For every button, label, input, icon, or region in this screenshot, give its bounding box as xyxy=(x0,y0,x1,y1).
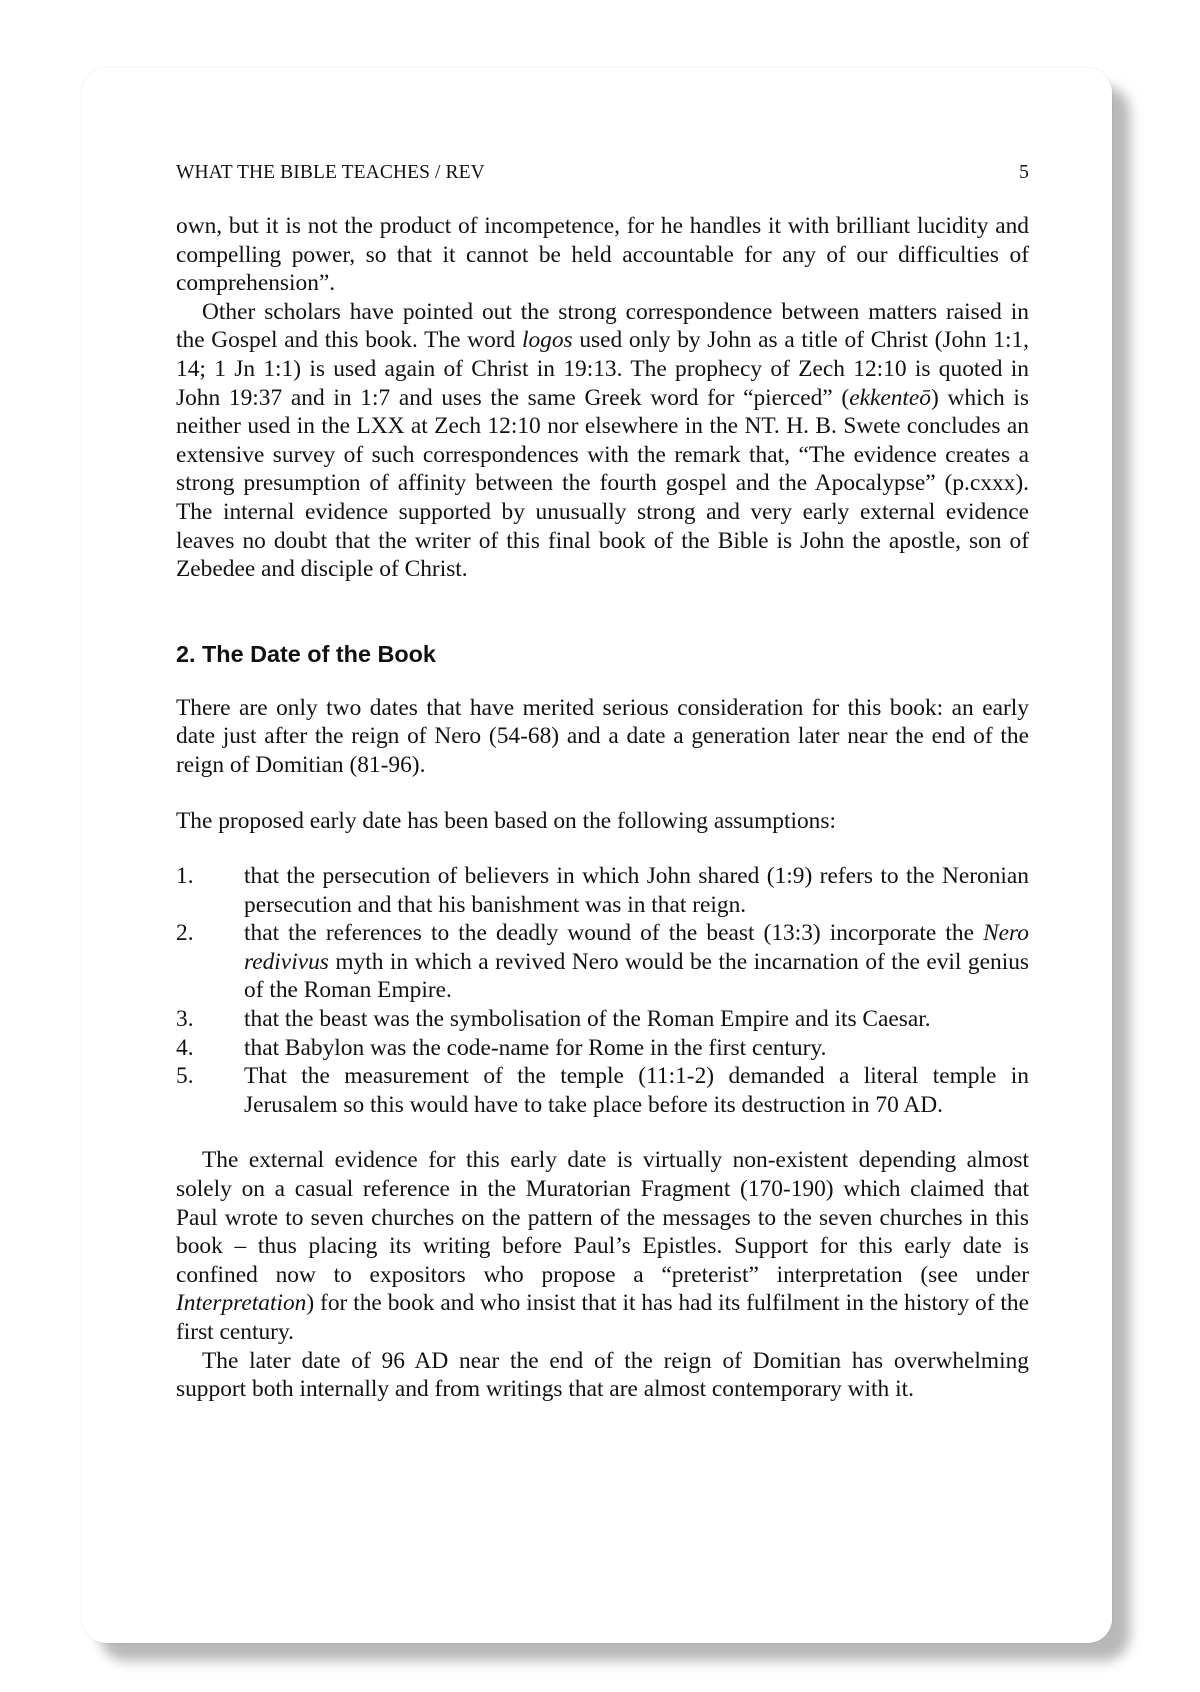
list-text: that the references to the deadly wound of the beast (13:3) incorporate the Nero redivivus myth in which a revived Nero would be the incarnation of the evil genius of the Roman Empire. xyxy=(244,920,1029,1004)
italic-term: logos xyxy=(521,327,573,354)
list-text: That the measurement of the temple (11:1-2) demanded a literal temple in Jerusalem so this would have to take place before its destruction in 70 AD. xyxy=(244,1063,1029,1118)
running-head-title: WHAT THE BIBLE TEACHES / REV xyxy=(176,162,485,183)
list-number: 3. xyxy=(176,1006,194,1033)
italic-term: ekkenteō xyxy=(849,384,932,411)
paragraph-two-dates: There are only two dates that have merited serious consideration for this book: an early date just after the reign of Nero (54-68) and a date a generation later near the end of the reign of Domitian (81-96). xyxy=(176,694,1029,778)
italic-term: Nero redivivus xyxy=(244,920,1029,975)
page-content xyxy=(176,160,1029,1404)
paragraph-continuation: own, but it is not the product of incompetence, for he handles it with brilliant lucidity and compelling power, so that it cannot be held accountable for any of our difficulties of comprehension”. xyxy=(176,213,1029,297)
list-item xyxy=(176,1034,1029,1063)
paragraph-later-date: The later date of 96 AD near the end of the reign of Domitian has overwhelming support both internally and from writings that are almost contemporary with it. xyxy=(176,1347,1029,1403)
page-number: 5 xyxy=(1019,162,1029,183)
list-number: 4. xyxy=(176,1034,194,1061)
paragraph-correspondence: Other scholars have pointed out the strong correspondence between matters raised in the Gospel and this book. The word logos used only by John as a title of Christ (John 1:1, 14; 1 Jn 1:1) is used again of Christ in 19:13. The prophecy of Zech 12:10 is quoted in John 19:37 and in 1:7 and uses the same Greek word for “pierced” (ekkenteō) which is neither used in the LXX at Zech 12:10 nor elsewhere in the NT. H. B. Swete concludes an extensive survey of such correspondences with the remark that, “The evidence creates a strong presumption of affinity between the fourth gospel and the Apocalypse” (p.cxxx). The internal evidence supported by unusually strong and very early external evidence leaves no doubt that the writer of this final book of the Bible is John the apostle, son of Zebedee and disciple of Christ. xyxy=(176,298,1030,583)
section-heading: 2. The Date of the Book xyxy=(176,640,436,667)
list-number: 5. xyxy=(176,1063,194,1090)
list-text: that the persecution of believers in which John shared (1:9) refers to the Neronian persecution and that his banishment was in that reign. xyxy=(244,863,1029,918)
list-item xyxy=(176,1062,1029,1119)
list-item xyxy=(176,862,1029,919)
assumptions-list xyxy=(176,862,1029,1119)
list-item xyxy=(176,1005,1029,1034)
document-page xyxy=(82,68,1112,1643)
paragraph-assumptions-intro: The proposed early date has been based on the following assumptions: xyxy=(176,807,836,834)
list-text: that Babylon was the code-name for Rome in the first century. xyxy=(244,1034,827,1061)
running-head xyxy=(176,160,1029,186)
list-number: 2. xyxy=(176,920,194,947)
list-item xyxy=(176,919,1029,1005)
list-number: 1. xyxy=(176,863,194,890)
paragraph-external-evidence: The external evidence for this early date is virtually non-existent depending almost solely on a casual reference in the Muratorian Fragment (170-190) which claimed that Paul wrote to seven churches on the pattern of the messages to the seven churches in this book – thus placing its writing before Paul’s Epistles. Support for this early date is confined now to expositors who propose a “preterist” interpretation (see under Interpretation) for the book and who insist that it has had its fulfilment in the history of the first century. xyxy=(176,1147,1029,1345)
list-text: that the beast was the symbolisation of the Roman Empire and its Caesar. xyxy=(244,1006,931,1033)
italic-term: Interpretation xyxy=(176,1290,307,1317)
